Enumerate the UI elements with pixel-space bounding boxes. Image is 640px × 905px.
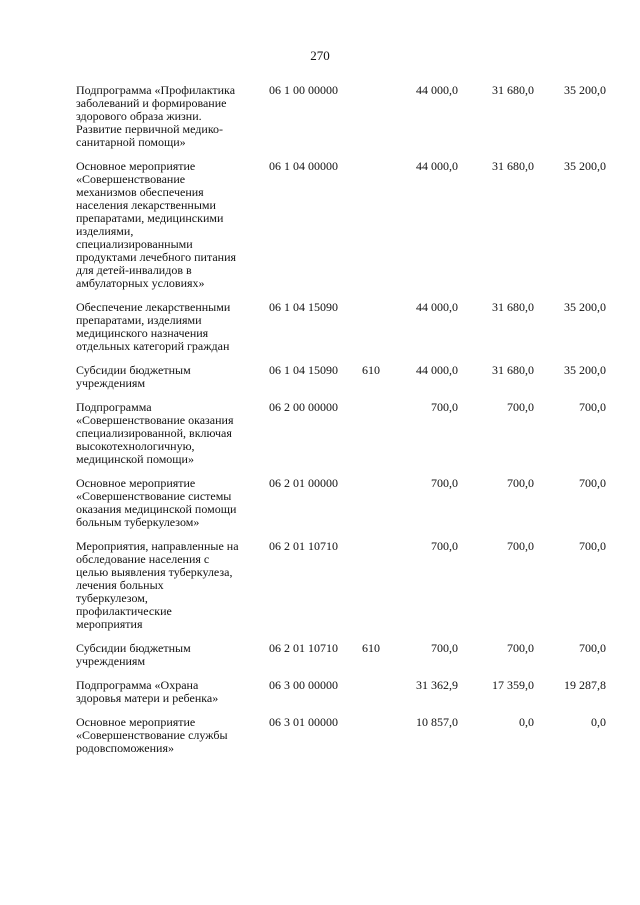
row-name-line: обследование населения с [76,552,210,566]
row-name-line: Развитие первичной медико- [76,122,224,136]
row-name [76,642,262,668]
row-amount-3: 19 287,8 [564,678,606,692]
row-name-line: медицинского назначения [76,326,209,340]
row-amount-2: 31 680,0 [492,159,534,173]
row-name-line: амбулаторных условиях» [76,276,205,290]
row-name [76,540,262,631]
row-code: 06 1 04 15090 [269,363,338,377]
row-amount-3: 700,0 [579,400,606,414]
row-name-line: санитарной помощи» [76,135,186,149]
row-amount-1: 700,0 [431,539,458,553]
row-name-line: препаратами, изделиями [76,313,202,327]
row-name [76,401,262,466]
table-row [76,160,616,290]
row-name-line: «Совершенствование системы [76,489,232,503]
row-name-line: «Совершенствование службы [76,728,228,742]
row-code: 06 2 01 10710 [269,641,338,655]
row-name-line: туберкулезом, [76,591,148,605]
row-amount-1: 44 000,0 [416,159,458,173]
row-name-line: для детей-инвалидов в [76,263,192,277]
row-name-line: механизмов обеспечения [76,185,204,199]
row-name-line: «Совершенствование оказания [76,413,234,427]
row-name-line: изделиями, [76,224,134,238]
row-code: 06 1 00 00000 [269,83,338,97]
row-name-line: родовспоможения» [76,741,174,755]
row-amount-1: 700,0 [431,476,458,490]
row-amount-1: 700,0 [431,641,458,655]
row-code: 06 2 01 10710 [269,539,338,553]
row-name-line: Подпрограмма «Профилактика [76,83,236,97]
row-name-line: Подпрограмма «Охрана [76,678,199,692]
row-amount-1: 44 000,0 [416,363,458,377]
row-name-line: Основное мероприятие [76,715,196,729]
row-name-line: Подпрограмма [76,400,152,414]
row-name-line: высокотехнологичную, [76,439,195,453]
row-name-line: здорового образа жизни. [76,109,202,123]
row-amount-2: 700,0 [507,641,534,655]
row-amount-1: 700,0 [431,400,458,414]
row-code: 06 3 00 00000 [269,678,338,692]
row-name-line: здоровья матери и ребенка» [76,691,219,705]
row-name-line: целью выявления туберкулеза, [76,565,233,579]
row-amount-3: 700,0 [579,539,606,553]
row-code: 06 2 01 00000 [269,476,338,490]
row-code: 06 1 04 15090 [269,300,338,314]
table-row [76,477,616,529]
row-amount-1: 44 000,0 [416,300,458,314]
table-row [76,364,616,390]
table-row [76,642,616,668]
table-row [76,401,616,466]
row-amount-3: 35 200,0 [564,363,606,377]
row-amount-2: 17 359,0 [492,678,534,692]
row-name-line: Субсидии бюджетным [76,363,191,377]
table-row [76,301,616,353]
row-amount-3: 35 200,0 [564,159,606,173]
table-row [76,540,616,631]
row-name [76,716,262,755]
row-amount-3: 35 200,0 [564,83,606,97]
row-amount-3: 700,0 [579,476,606,490]
row-amount-2: 700,0 [507,539,534,553]
row-expense-type: 610 [362,363,380,377]
page-number: 270 [310,48,330,63]
row-name [76,364,262,390]
row-amount-2: 31 680,0 [492,83,534,97]
row-name-line: «Совершенствование [76,172,186,186]
row-name-line: Субсидии бюджетным [76,641,191,655]
row-code: 06 1 04 00000 [269,159,338,173]
row-name-line: лечения больных [76,578,164,592]
row-name-line: учреждениям [76,654,146,668]
row-name-line: продуктами лечебного питания [76,250,237,264]
row-name-line: отдельных категорий граждан [76,339,230,353]
row-name-line: медицинской помощи» [76,452,194,466]
row-amount-2: 0,0 [519,715,534,729]
row-name-line: заболеваний и формирование [76,96,227,110]
row-name-line: профилактические [76,604,172,618]
row-name [76,160,262,290]
row-name [76,477,262,529]
row-amount-3: 0,0 [591,715,606,729]
budget-table [76,84,616,766]
row-name-line: специализированной, включая [76,426,232,440]
row-name-line: больным туберкулезом» [76,515,200,529]
row-name [76,679,262,705]
row-name-line: учреждениям [76,376,146,390]
row-code: 06 3 01 00000 [269,715,338,729]
row-amount-2: 31 680,0 [492,300,534,314]
table-row [76,679,616,705]
table-row [76,84,616,149]
table-row [76,716,616,755]
row-amount-1: 44 000,0 [416,83,458,97]
row-amount-2: 700,0 [507,476,534,490]
row-name-line: специализированными [76,237,193,251]
row-amount-3: 35 200,0 [564,300,606,314]
row-name [76,301,262,353]
row-amount-1: 31 362,9 [416,678,458,692]
row-amount-1: 10 857,0 [416,715,458,729]
row-amount-2: 31 680,0 [492,363,534,377]
row-amount-3: 700,0 [579,641,606,655]
row-name-line: населения лекарственными [76,198,216,212]
row-name-line: мероприятия [76,617,143,631]
row-amount-2: 700,0 [507,400,534,414]
row-name-line: оказания медицинской помощи [76,502,237,516]
row-name-line: Основное мероприятие [76,476,196,490]
row-code: 06 2 00 00000 [269,400,338,414]
row-name-line: Мероприятия, направленные на [76,539,239,553]
row-name-line: Обеспечение лекарственными [76,300,231,314]
row-name-line: Основное мероприятие [76,159,196,173]
row-name [76,84,262,149]
row-expense-type: 610 [362,641,380,655]
row-name-line: препаратами, медицинскими [76,211,224,225]
